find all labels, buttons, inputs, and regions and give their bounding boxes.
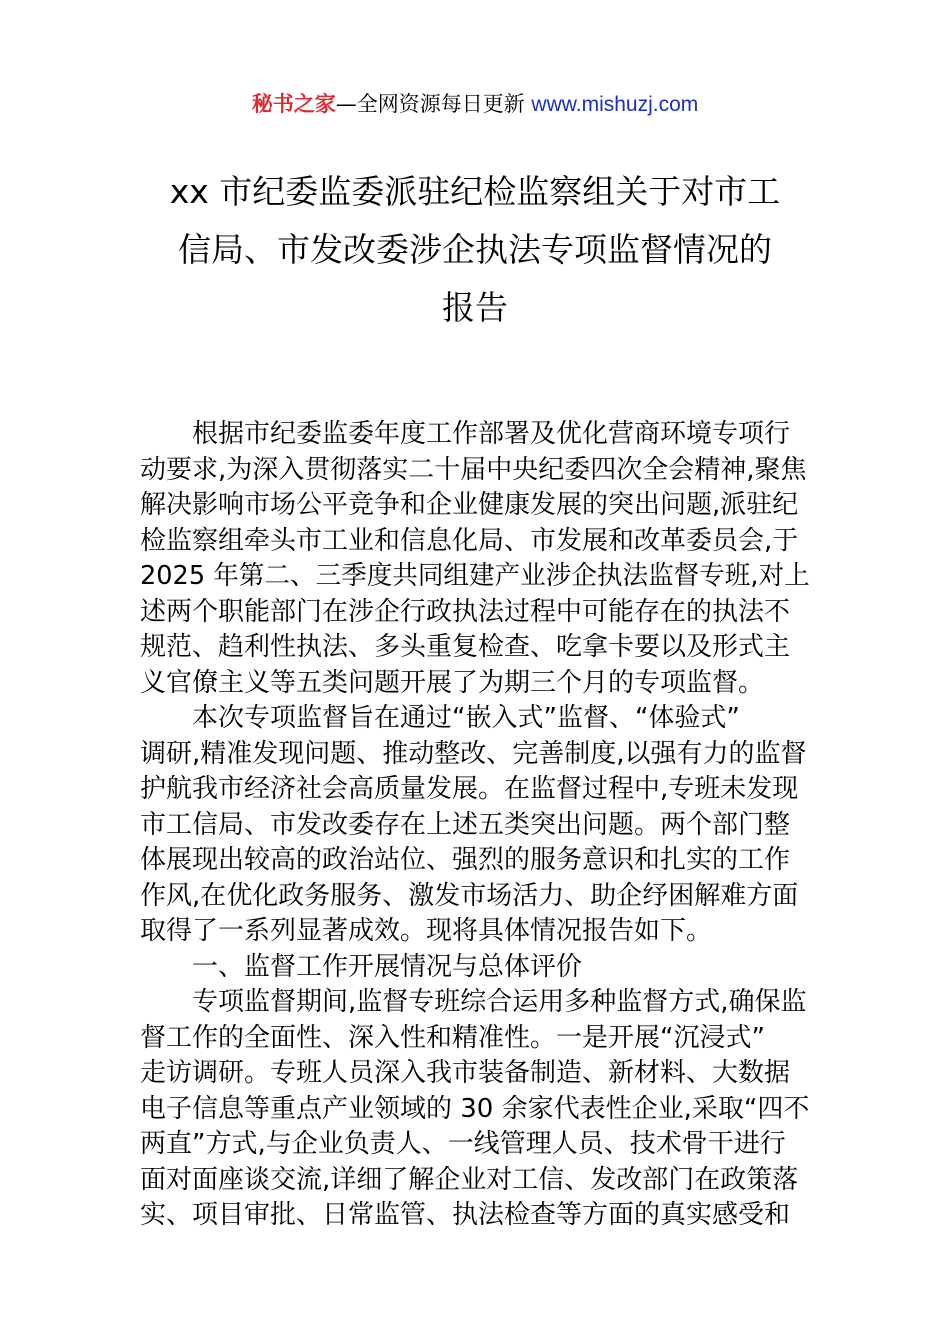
paragraph-2-line: 调研,精准发现问题、推动整改、完善制度,以强有力的监督 [140, 738, 807, 769]
paragraph-2-line: 护航我市经济社会高质量发展。在监督过程中,专班未发现 [140, 774, 799, 804]
title-line-2: 信局、市发改委涉企执法专项监督情况的 [178, 230, 772, 269]
paragraph-3-line: 面对面座谈交流,详细了解企业对工信、发改部门在政策落 [140, 1164, 799, 1195]
paragraph-3-line: 督工作的全面性、深入性和精准性。一是开展“沉浸式” [140, 1022, 765, 1053]
paragraph-3-line: 两直”方式,与企业负责人、一线管理人员、技术骨干进行 [140, 1129, 786, 1159]
paragraph-1-line: 动要求,为深入贯彻落实二十届中央纪委四次全会精神,聚焦 [140, 454, 807, 485]
paragraph-2-line: 体展现出较高的政治站位、强烈的服务意识和扎实的工作 [140, 845, 791, 875]
paragraph-2-line: 作风,在优化政务服务、激发市场活力、助企纾困解难方面 [140, 880, 799, 911]
site-url[interactable]: www.mishuzj.com [531, 93, 699, 116]
header-slogan: —全网资源每日更新 [335, 92, 532, 116]
paragraph-3-line: 走访调研。专班人员深入我市装备制造、新材料、大数据 [140, 1058, 791, 1088]
paragraph-2-line: 取得了一系列显著成效。现将具体情况报告如下。 [140, 916, 713, 946]
paragraph-3-line: 实、项目审批、日常监管、执法检查等方面的真实感受和 [140, 1200, 791, 1230]
paragraph-2-line: 本次专项监督旨在通过“嵌入式”监督、“体验式” [192, 703, 740, 733]
paragraph-1-line: 根据市纪委监委年度工作部署及优化营商环境专项行 [192, 419, 791, 449]
document-title [140, 163, 810, 337]
brand-name: 秘书之家 [251, 92, 336, 116]
title-line-3: 报告 [442, 288, 508, 327]
title-line-1: xx 市纪委监委派驻纪检监察组关于对市工 [169, 172, 781, 211]
paragraph-1-line: 解决影响市场公平竞争和企业健康发展的突出问题,派驻纪 [140, 490, 799, 520]
paragraph-1-line: 规范、趋利性执法、多头重复检查、吃拿卡要以及形式主 [140, 632, 791, 662]
paragraph-3-line: 专项监督期间,监督专班综合运用多种监督方式,确保监 [192, 987, 807, 1017]
document-body [140, 417, 810, 1234]
paragraph-1-line: 2025 年第二、三季度共同组建产业涉企执法监督专班,对上 [140, 561, 810, 591]
site-header [0, 86, 950, 123]
paragraph-1-line: 述两个职能部门在涉企行政执法过程中可能存在的执法不 [140, 596, 791, 627]
paragraph-3-line: 电子信息等重点产业领域的 30 余家代表性企业,采取“四不 [140, 1093, 810, 1124]
section-heading-1: 一、监督工作开展情况与总体评价 [192, 951, 583, 982]
paragraph-1-line: 检监察组牵头市工业和信息化局、市发展和改革委员会,于 [140, 525, 799, 556]
paragraph-2-line: 市工信局、市发改委存在上述五类突出问题。两个部门整 [140, 809, 791, 840]
paragraph-1-line: 义官僚主义等五类问题开展了为期三个月的专项监督。 [140, 667, 765, 698]
